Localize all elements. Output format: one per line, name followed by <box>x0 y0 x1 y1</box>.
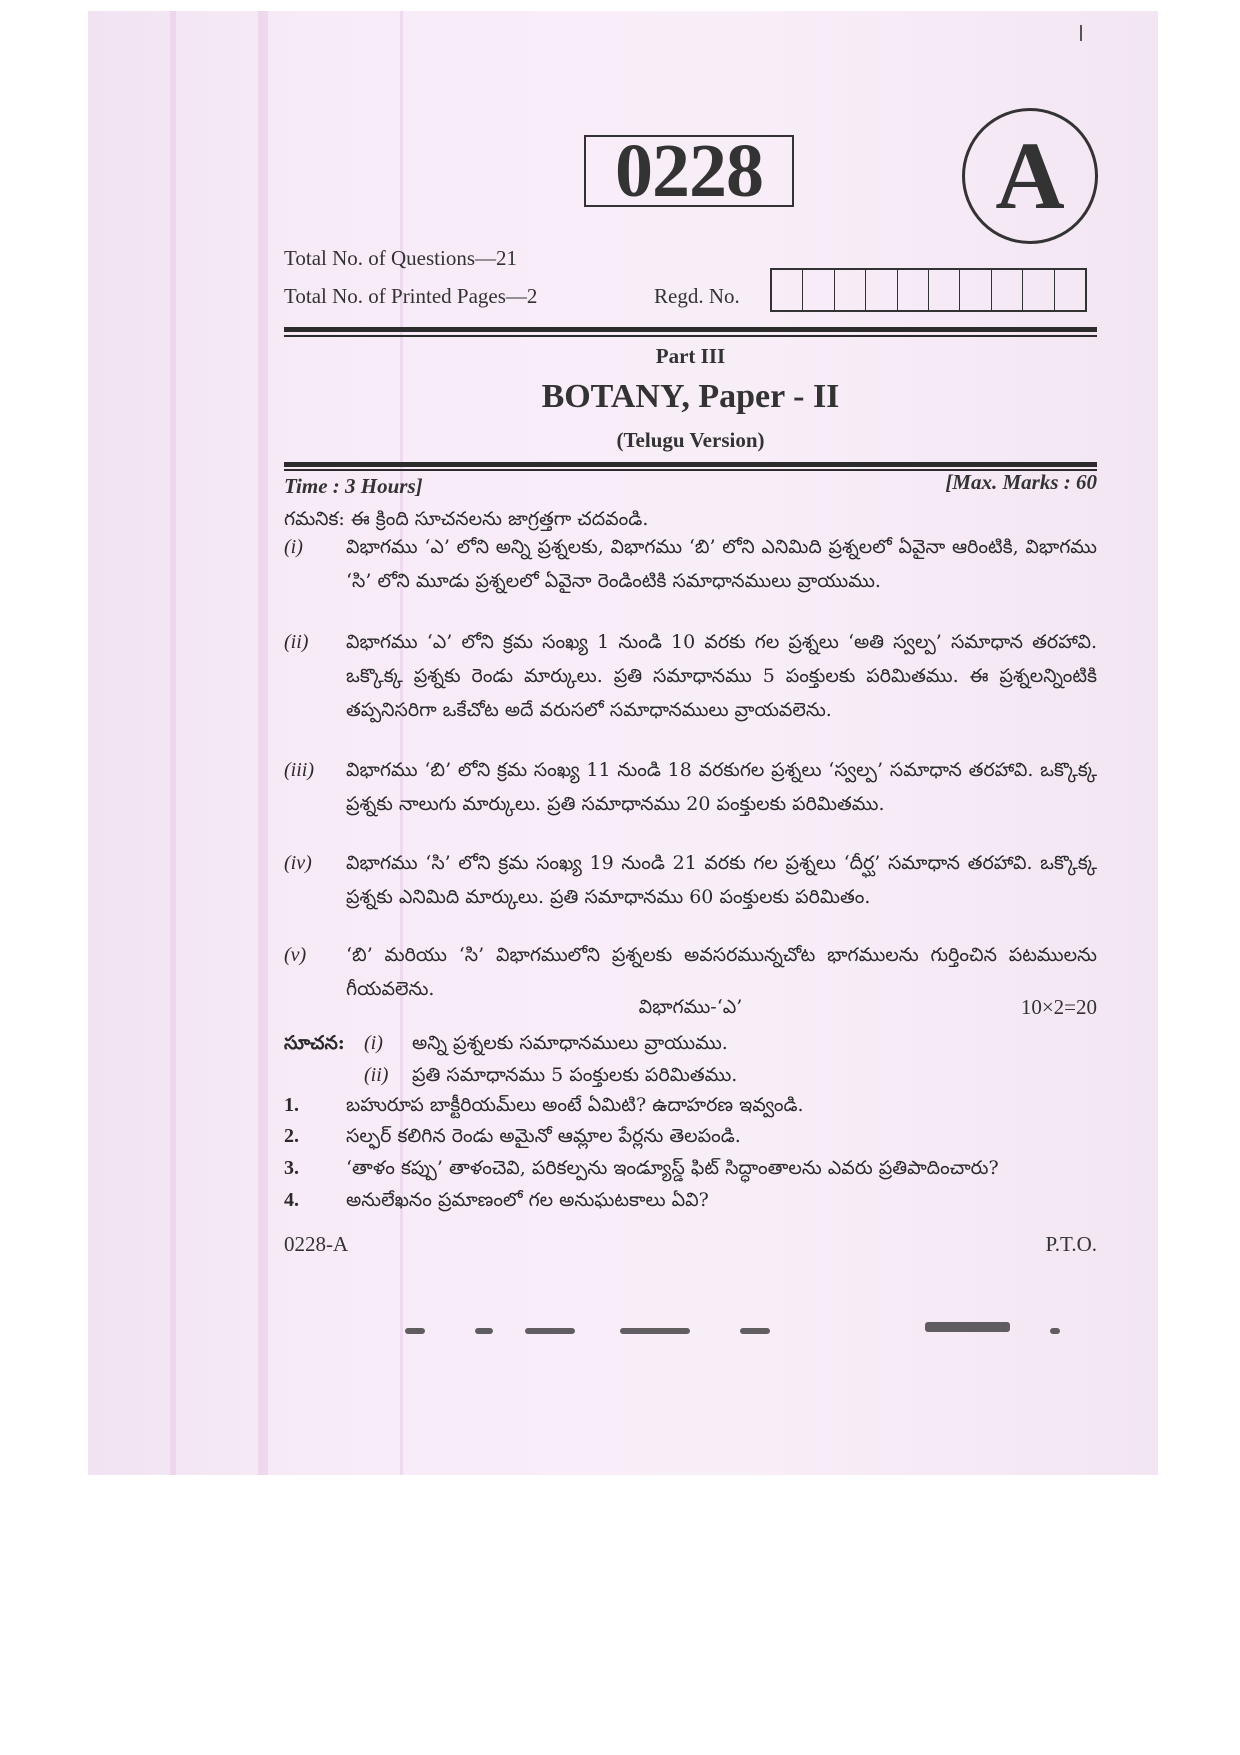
paper-code: 0228 <box>584 135 794 207</box>
regd-digit-box <box>803 270 834 310</box>
time-allowed: Time : 3 Hours] <box>284 474 423 498</box>
regd-digit-box <box>898 270 929 310</box>
question-number: 4. <box>284 1189 299 1211</box>
footer-code: 0228-A <box>284 1232 349 1256</box>
regd-digit-box <box>992 270 1023 310</box>
question-text: ‘తాళం కప్పు’ తాళంచెవి, పరికల్పను ఇండ్యూస్డ్ ఫిట్ సిద్ధాంతాలను ఎవరు ప్రతిపాదించారు? <box>346 1157 999 1179</box>
total-questions: Total No. of Questions—21 <box>284 246 518 270</box>
note-item-text: అన్ని ప్రశ్నలకు సమాధానములు వ్రాయుము. <box>412 1032 728 1054</box>
regd-digit-box <box>835 270 866 310</box>
scan-smudge <box>1050 1328 1060 1334</box>
section-marks: 10×2=20 <box>1020 995 1097 1019</box>
scan-smudge <box>405 1328 425 1334</box>
regd-digit-box <box>772 270 803 310</box>
set-letter-badge: A <box>962 108 1098 244</box>
question-number: 3. <box>284 1157 299 1179</box>
item-text: విభాగము ‘బి’ లోని క్రమ సంఖ్య 11 నుండి 18 వరకుగల ప్రశ్నలు ‘స్వల్ప’ సమాధాన తరహావి. ఒక్కొక్క ప్రశ్నకు నాలుగు మార్కులు. ప్రతి సమాధానము 20 పంక్తులకు పరిమితము. <box>346 759 1097 815</box>
pto-label: P.T.O. <box>1045 1232 1097 1256</box>
item-label: (v) <box>284 944 307 966</box>
max-marks: [Max. Marks : 60 <box>945 470 1097 494</box>
page-mark <box>1080 25 1082 41</box>
regd-number-boxes <box>770 268 1087 312</box>
scan-smudge <box>740 1328 770 1334</box>
note-item-label: (i) <box>364 1032 383 1054</box>
item-label: (i) <box>284 536 303 558</box>
note-label: సూచన: <box>284 1032 345 1054</box>
scan-artifact <box>258 11 268 1475</box>
version-label: (Telugu Version) <box>616 428 765 452</box>
regd-digit-box <box>960 270 991 310</box>
header-rule <box>284 327 1097 332</box>
question-text: అనులేఖనం ప్రమాణంలో గల అనుఘటకాలు ఏవి? <box>346 1189 709 1211</box>
item-text: విభాగము ‘ఎ’ లోని అన్ని ప్రశ్నలకు, విభాగము ‘బి’ లోని ఎనిమిది ప్రశ్నలలో ఏవైనా ఆరింటికి, విభాగము ‘సి’ లోని మూడు ప్రశ్నలలో ఏవైనా రెండింటికి సమాధానములు వ్రాయుము. <box>346 536 1097 592</box>
item-text: విభాగము ‘సి’ లోని క్రమ సంఖ్య 19 నుండి 21 వరకు గల ప్రశ్నలు ‘దీర్ఘ’ సమాధాన తరహావి. ఒక్కొక్క ప్రశ్నకు ఎనిమిది మార్కులు. ప్రతి సమాధానము 60 పంక్తులకు పరిమితం. <box>346 852 1097 908</box>
scan-artifact <box>170 11 176 1475</box>
regd-digit-box <box>929 270 960 310</box>
item-label: (iii) <box>284 759 314 781</box>
scan-smudge <box>475 1328 493 1334</box>
subject-title: BOTANY, Paper - II <box>541 378 840 415</box>
question-number: 2. <box>284 1125 299 1147</box>
regd-digit-box <box>866 270 897 310</box>
question-number: 1. <box>284 1094 299 1116</box>
regd-digit-box <box>1055 270 1085 310</box>
title-rule <box>284 462 1097 467</box>
section-heading: విభాగము-‘ఎ’ <box>638 996 743 1018</box>
instructions-heading: గమనిక: ఈ క్రింది సూచనలను జాగ్రత్తగా చదవండి. <box>284 508 649 530</box>
scan-smudge <box>525 1328 575 1334</box>
regd-label: Regd. No. <box>654 284 740 308</box>
header-rule <box>284 335 1097 337</box>
question-text: బహురూప బాక్టీరియమ్‌లు అంటే ఏమిటి? ఉదాహరణ ఇవ్వండి. <box>346 1094 804 1116</box>
item-text: ‘బి’ మరియు ‘సి’ విభాగములోని ప్రశ్నలకు అవసరమున్నచోట భాగములను గుర్తించిన పటములను గీయవలెను. <box>346 944 1097 1000</box>
scan-artifact <box>400 11 403 1475</box>
scan-smudge <box>925 1322 1010 1332</box>
regd-digit-box <box>1023 270 1054 310</box>
question-text: సల్ఫర్ కలిగిన రెండు అమైనో ఆమ్లాల పేర్లను తెలపండి. <box>346 1125 741 1147</box>
total-pages: Total No. of Printed Pages—2 <box>284 284 538 308</box>
note-item-text: ప్రతి సమాధానము 5 పంక్తులకు పరిమితము. <box>412 1064 738 1086</box>
note-item-label: (ii) <box>364 1064 389 1086</box>
part-label: Part III <box>655 344 726 368</box>
item-label: (ii) <box>284 631 309 653</box>
item-text: విభాగము ‘ఎ’ లోని క్రమ సంఖ్య 1 నుండి 10 వరకు గల ప్రశ్నలు ‘అతి స్వల్ప’ సమాధాన తరహావి. ఒక్కొక్క ప్రశ్నకు రెండు మార్కులు. ప్రతి సమాధానము 5 పంక్తులకు పరిమితము. ఈ ప్రశ్నలన్నింటికి తప్పనిసరిగా ఒకేచోట అదే వరుసలో సమాధానములు వ్రాయవలెను. <box>346 631 1097 721</box>
item-label: (iv) <box>284 852 312 874</box>
scan-smudge <box>620 1328 690 1334</box>
